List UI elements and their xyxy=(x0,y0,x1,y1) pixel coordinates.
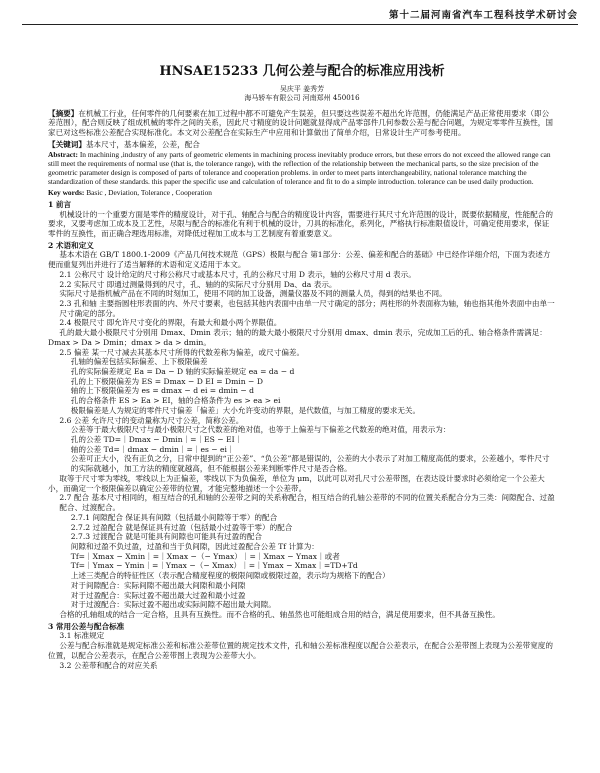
keywords-en-text: Basic , Deviation, Tolerance , Cooperation xyxy=(86,187,212,197)
detail-line: 公差等于最大极限尺寸与最小极限尺寸之代数差的绝对值，也等于上偏差与下偏差之代数差的绝对值，用表示为： xyxy=(70,425,451,435)
abstract-label: 【摘要】 xyxy=(48,108,79,118)
detail-line: 公差可正大小，没有正负之分，日常中提到的“正公差”、“负公差”都是错误的，公差的大小表示了对加工精度高低的要求，公差越小，零件尺寸的实际就越小，加工方法的精度就越高，但不能根据公差来判断零件尺寸是否合格。 xyxy=(70,454,550,474)
abstract-en-text: In machining ,industry of any parts of geometric elements in machining process inevitably produce errors, but these errors do not exceed the allowed range can still meet the requirements of normal use (that is, the tolerance range), with the reflection of the relationship between the mechanical parts, so the size precision of the geometric parameter design is composed of parts of tolerance and cooperation problems. in order to meet parts interchangeability, national tolerance matching the standardization of these standards. this paper the specific use and calculation of tolerance and fit to do a simple introduction. tolerance can be used daily production. xyxy=(48,150,551,187)
paper-authors: 吴庆平 姜秀芳 xyxy=(279,84,325,93)
abstract-text: 在机械工行业，任何零件的几何要素在加工过程中都不可避免产生误差，但只要这些误差不超出允许范围，仍能满足产品正常使用要求（即公差范围），配合则反映了组成机械的零件之间的关系，因此尺寸精度的设计问题就显得成产品零部件几何参数公差与配合问题，为规定零零件互换性，国家已对这些标准公差配合实现标准化。本文对公差配合在实际生产中应用和计算做出了简单介绍，日常设计生产可参考使用。 xyxy=(48,108,553,137)
detail-line: 孔的上下极限偏差为 ES = Dmax − D EI = Dmin − D xyxy=(70,376,263,386)
keywords-cn xyxy=(48,140,556,150)
detail-line: Tf=｜Xmax − Xmin｜=｜Xmax −（− Ymax）｜=｜Xmax − Ymax｜或者 xyxy=(70,551,340,561)
detail-line: 2.7.3 过渡配合 就是可能具有间隙也可能具有过盈的配合 xyxy=(70,532,263,542)
detail-line: 对于过渡配合：实际过盈不超出或实际间隙不超出最大间隙。 xyxy=(70,600,276,610)
detail-line: 轴的上下极限偏差为 es = dmax − d ei = dmin − d xyxy=(70,386,255,396)
subsection-paragraph: 3.2 公差带和配合的对应关系 xyxy=(59,660,158,670)
keywords-label: 【关键词】 xyxy=(48,139,86,149)
subsection-paragraph: 2.1 公称尺寸 设计给定的尺寸称公称尺寸或基本尺寸，孔的公称尺寸用 D 表示，轴的公称尺寸用 d 表示。 xyxy=(59,269,416,279)
keywords-en xyxy=(48,189,556,198)
subsection-paragraph: 2.2 实际尺寸 即通过测量得到的尺寸，孔、轴的的实际尺寸分别用 Da、da 表示。 xyxy=(59,279,337,289)
detail-line: 孔轴的偏差包括实际偏差、上下极限偏差 xyxy=(70,357,208,367)
detail-line: 对于间隙配合：实际间隙不超出最大间隙和最小间隙 xyxy=(70,580,246,590)
abstract-en xyxy=(48,151,556,187)
journal-title: 第十二届河南省汽车工程科技学术研讨会 xyxy=(388,10,578,21)
abstract-cn xyxy=(48,109,556,138)
keywords-text: 基本尺寸，基本偏差，公差，配合 xyxy=(85,139,200,149)
subsection-paragraph: 2.7 配合 基本尺寸相同的，相互结合的孔和轴的公差带之间的关系称配合，相互结合的孔轴公差带的不同的位置关系配合分为三类：间隙配合、过盈配合、过渡配合。 xyxy=(59,493,555,513)
body-text xyxy=(48,200,556,671)
detail-line: Tf=｜Ymax − Ymin｜=｜Ymax −（− Xmax）｜=｜Ymax − Xmax｜=TD+Td xyxy=(70,561,358,571)
detail-line: 间隙和过盈不负过盈，过盈和当于负间隙，因此过盈配合公差 Tf 计算为： xyxy=(70,541,319,551)
body-paragraph: 取等于尺寸零为零线，零线以上为正偏差，零线以下为负偏差，单位为 μm，以此可以对孔尺寸公差带图，在表达设计要求时必须给定一个公差大小，而确定一个极限偏差以确定公差带的位置，才能完整地描述一个公差带。 xyxy=(48,473,545,493)
paper-content xyxy=(48,64,556,670)
paper-title: HNSAE15233 几何公差与配合的标准应用浅析 xyxy=(159,64,445,79)
section-heading: 1 前言 xyxy=(48,199,72,209)
subsection-paragraph: 2.3 孔和轴 主要指圆柱形表面的内、外尺寸要素，也包括其他内表面中由单一尺寸确定的部分；两柱形的外表面称为轴，轴也指其他外表面中由单一尺寸确定的部分。 xyxy=(59,298,555,318)
running-header xyxy=(22,8,578,26)
detail-line: 孔的合格条件 ES > Ea > EI，轴的合格条件为 es > ea > ei xyxy=(70,396,281,406)
detail-line: 上述三类配合的特征性区（表示配合精度程度的极限间隙或极限过盈，表示均为规格下的配合） xyxy=(70,571,390,581)
subsection-paragraph: 2.6 公差 允许尺寸的变动量称为尺寸公差，简称公差。 xyxy=(59,415,244,425)
header-rule xyxy=(22,24,578,25)
section-heading: 3 常用公差与配合标准 xyxy=(48,621,125,631)
subsection-paragraph: 2.4 极限尺寸 即允许尺寸变化的界限，有最大和最小两个界限值。 xyxy=(59,318,282,328)
body-paragraph: 合格的孔轴组成的结合一定合格，且具有互换性。而不合格的孔、轴虽然也可能组成合用的结合，满足使用要求，但不具备互换性。 xyxy=(59,609,500,619)
body-paragraph: 公差与配合标准就是规定标准公差和标准公差带位置的规定技术文件，孔和轴公差标准程度以配合公差表示，在配合公差带图上表现为公差带宽度的位置，以配合公差表示，在配合公差带图上表现为公差带大小。 xyxy=(48,641,553,660)
subsection-paragraph: 3.1 标准规定 xyxy=(59,631,105,641)
detail-line: 2.7.2 过盈配合 就是保证具有过盈（包括最小过盈等于零）的配合 xyxy=(70,522,293,532)
body-paragraph: 孔的最大最小极限尺寸分别用 Dmax、Dmin 表示；轴的的最大最小极限尺寸分别用 dmax、dmin 表示，完成加工后的孔、轴合格条件需满足：Dmax > Da > Dmin；dmax > da > dmin。 xyxy=(48,328,547,347)
paper-affiliation: 海马轿车有限公司 河南郑州 450016 xyxy=(244,93,360,102)
subsection-paragraph: 2.5 偏差 某一尺寸减去其基本尺寸所得的代数差称为偏差，或尺寸偏差。 xyxy=(59,347,305,357)
keywords-en-label: Key words: xyxy=(48,187,85,197)
detail-line: 对于过盈配合：实际过盈不超出最大过盈和最小过盈 xyxy=(70,590,246,600)
detail-line: 孔的公差 TD=｜Dmax − Dmin｜=｜ES − EI｜ xyxy=(70,435,243,445)
detail-line: 孔的实际偏差规定 Ea = Da − D 轴的实际偏差规定 ea = da − d xyxy=(70,367,295,376)
body-paragraph: 机械设计的一个重要方面是零件的精度设计，对于孔、轴配合与配合的精度设计内容，需要进行其尺寸允许范围的设计，既要依据精度，性能配合的要求，又要考虑加工成本及工艺性，尽限与配合的标准化有利于机械的设计，刀具的标准化，系列化，严格执行标准限值设计，可确定使用要求，保证零件的互换性，而正确合理选用标准，对降低过程加工成本与工艺制度有着重要意义。 xyxy=(48,209,553,238)
section-heading: 2 术语和定义 xyxy=(48,240,94,250)
body-paragraph: 基本术语在 GB/T 1800.1-2009《产品几何技术规范（GPS）极限与配合 第1部分：公差、偏差和配合的基础》中已经作详细介绍，下面为表述方便而重复列出并进行了适当解释的术语和定义适用于本文。 xyxy=(48,250,551,270)
detail-line: 2.7.1 间隙配合 保证具有间隙（包括最小间隙等于零）的配合 xyxy=(70,512,278,522)
detail-line: 极限偏差是人为规定的零件尺寸偏差「偏差」大小允许变动的界限，是代数值，与加工精度的要求无关。 xyxy=(70,405,421,415)
detail-line: 轴的公差 Td=｜dmax − dmin｜=｜es − ei｜ xyxy=(70,444,235,454)
body-paragraph: 实际尺寸是指机械产品在不同的时刻加工，使用不同的加工设备，测量仪器及不同的测量人员，得到的结果也不同。 xyxy=(59,289,447,299)
abstract-en-label: Abstract: xyxy=(48,150,78,160)
